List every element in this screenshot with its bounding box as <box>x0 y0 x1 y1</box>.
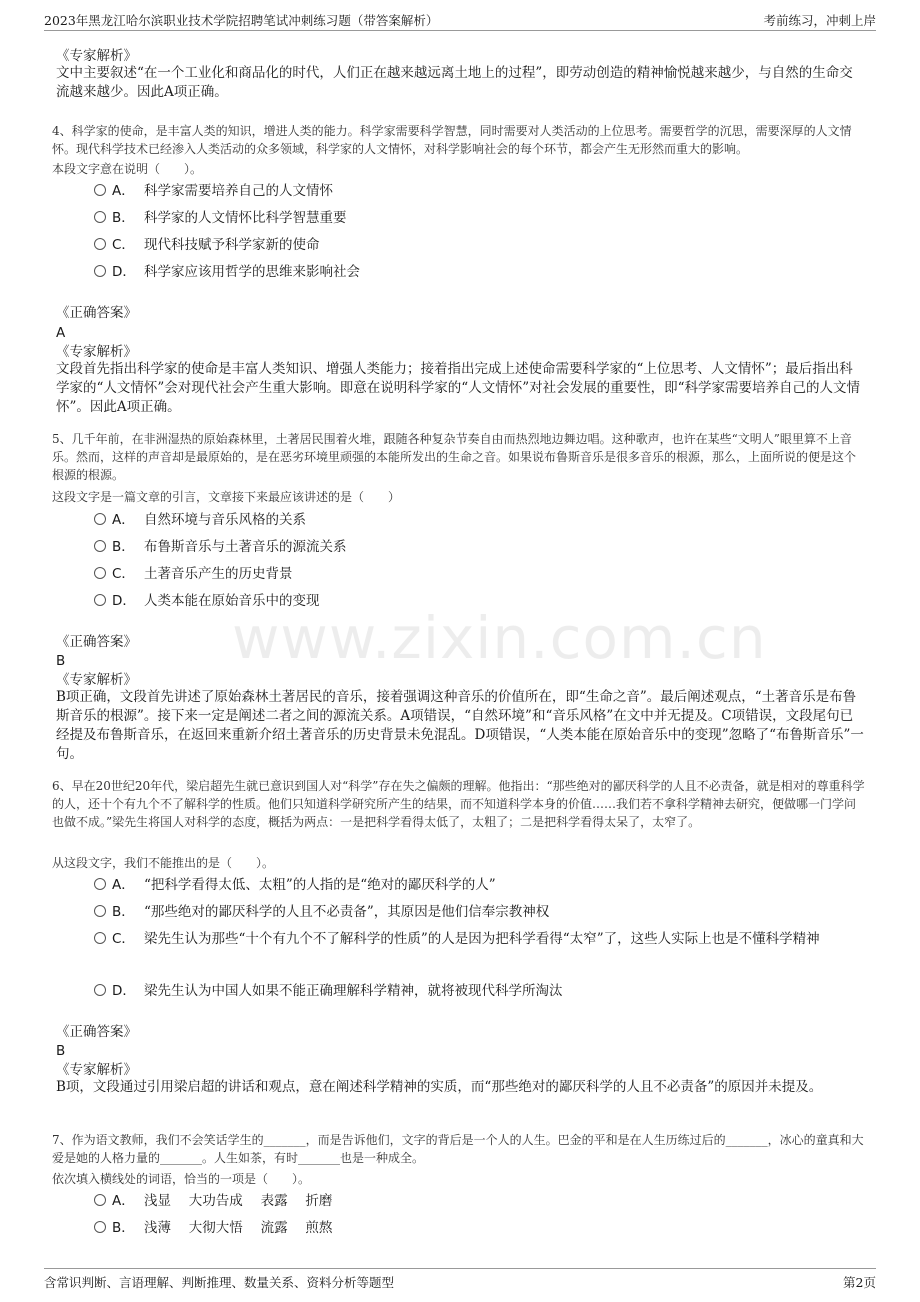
radio-icon[interactable] <box>94 567 106 579</box>
correct-answer: B <box>56 1043 66 1059</box>
radio-icon[interactable] <box>94 513 106 525</box>
option-text: 科学家需要培养自己的人文情怀 <box>144 183 333 199</box>
option-letter: B． <box>112 904 135 920</box>
expert-analysis-label: 《专家解析》 <box>56 48 137 64</box>
expert-analysis-label: 《专家解析》 <box>56 344 137 360</box>
option-text: 浅薄 大彻大悟 流露 煎熬 <box>144 1220 333 1236</box>
option-text: 布鲁斯音乐与土著音乐的源流关系 <box>144 539 347 555</box>
radio-icon[interactable] <box>94 211 106 223</box>
header-slogan: 考前练习，冲刺上岸 <box>763 13 876 28</box>
option-d[interactable] <box>94 261 864 283</box>
option-d[interactable] <box>94 980 864 1002</box>
option-letter: B． <box>112 1220 135 1236</box>
option-letter: D． <box>112 983 136 999</box>
option-text: 浅显 大功告成 表露 折磨 <box>144 1193 333 1209</box>
option-a[interactable] <box>94 1190 864 1212</box>
question-prompt: 依次填入横线处的词语，恰当的一项是（ ）。 <box>52 1172 311 1186</box>
document-title: 2023年黑龙江哈尔滨职业技术学院招聘笔试冲刺练习题（带答案解析） <box>44 13 439 28</box>
option-text: “那些绝对的鄙厌科学的人且不必责备”，其原因是他们信奉宗教神权 <box>144 904 550 920</box>
radio-icon[interactable] <box>94 184 106 196</box>
option-a[interactable] <box>94 509 864 531</box>
option-d[interactable] <box>94 590 864 612</box>
option-letter: D． <box>112 593 136 609</box>
expert-analysis-text: B项，文段通过引用梁启超的讲话和观点，意在阐述科学精神的实质，而“那些绝对的鄙厌科学的人且不必责备”的原因并未提及。 <box>56 1079 823 1095</box>
option-letter: B． <box>112 210 135 226</box>
radio-icon[interactable] <box>94 265 106 277</box>
option-a[interactable] <box>94 874 864 896</box>
option-letter: C． <box>112 566 135 582</box>
radio-icon[interactable] <box>94 932 106 944</box>
radio-icon[interactable] <box>94 1194 106 1206</box>
option-c[interactable] <box>94 234 864 256</box>
expert-analysis-label: 《专家解析》 <box>56 1062 137 1078</box>
footer-topics: 含常识判断、言语理解、判断推理、数量关系、资料分析等题型 <box>44 1275 395 1290</box>
option-text: 梁先生认为那些“十个有九个不了解科学的性质”的人是因为把科学看得“太窄”了，这些人实际上也是不懂科学精神 <box>144 931 820 947</box>
question-prompt: 从这段文字，我们不能推出的是（ ）。 <box>52 856 275 870</box>
expert-analysis-text: 文中主要叙述“在一个工业化和商品化的时代，人们正在越来越远离土地上的过程”，即劳动创造的精神愉悦越来越少，与自然的生命交流越来越少。因此A项正确。 <box>56 65 853 100</box>
radio-icon[interactable] <box>94 594 106 606</box>
watermark: www.zixin.com.cn <box>232 604 767 672</box>
expert-analysis-text: 文段首先指出科学家的使命是丰富人类知识、增强人类能力；接着指出完成上述使命需要科学家的“上位思考、人文情怀”；最后指出科学家的“人文情怀”会对现代社会产生重大影响。即意在说明科学家的“人文情怀”对社会发展的重要性，即“科学家需要培养自己的人文情怀”。因此A项正确。 <box>56 361 861 415</box>
option-letter: A． <box>112 183 135 199</box>
option-c[interactable] <box>94 928 864 950</box>
option-c[interactable] <box>94 563 864 585</box>
radio-icon[interactable] <box>94 238 106 250</box>
option-b[interactable] <box>94 1217 864 1239</box>
page-header <box>44 10 876 31</box>
page-number: 第2页 <box>843 1275 876 1290</box>
option-letter: D． <box>112 264 136 280</box>
option-text: 科学家的人文情怀比科学智慧重要 <box>144 210 347 226</box>
question-prompt: 本段文字意在说明（ ）。 <box>52 162 203 176</box>
option-a[interactable] <box>94 180 864 202</box>
option-text: 科学家应该用哲学的思维来影响社会 <box>144 264 360 280</box>
option-letter: C． <box>112 931 135 947</box>
expert-analysis-text: B项正确，文段首先讲述了原始森林土著居民的音乐，接着强调这种音乐的价值所在，即“生命之音”。最后阐述观点，“土著音乐是布鲁斯音乐的根源”。接下来一定是阐述二者之间的源流关系。A项错误，“自然环境”和“音乐风格”在文中并无提及。C项错误，文段尾句已经提及布鲁斯音乐，在返回来重新介绍土著音乐的历史背景未免混乱。D项错误，“人类本能在原始音乐中的变现”忽略了“布鲁斯音乐”一句。 <box>56 689 864 762</box>
option-b[interactable] <box>94 207 864 229</box>
option-b[interactable] <box>94 536 864 558</box>
expert-analysis-label: 《专家解析》 <box>56 672 137 688</box>
radio-icon[interactable] <box>94 540 106 552</box>
option-letter: B． <box>112 539 135 555</box>
option-text: 梁先生认为中国人如果不能正确理解科学精神，就将被现代科学所淘汰 <box>144 983 563 999</box>
question-stem: 6、早在20世纪20年代，梁启超先生就已意识到国人对“科学”存在失之偏颇的理解。他指出：“那些绝对的鄙厌科学的人且不必责备，就是相对的尊重科学的人，还十个有九个不了解科学的性质。他们只知道科学研究所产生的结果，而不知道科学本身的价值……我们若不拿科学精神去研究，便做哪一门学问也做不成。”梁先生将国人对科学的态度，概括为两点：一是把科学看得太低了，太粗了；二是把科学看得太呆了，太窄了。 <box>52 779 865 829</box>
radio-icon[interactable] <box>94 878 106 890</box>
question-stem: 5、几千年前，在非洲湿热的原始森林里，土著居民围着火堆，跟随各种复杂节奏自由而热烈地边舞边唱。这种歌声，也许在某些“文明人”眼里算不上音乐。然而，这样的声音却是最原始的，是在恶劣环境里顽强的本能所发出的生命之音。如果说布鲁斯音乐是很多音乐的根源，那么，上面所说的便是这个根源的根源。 <box>52 432 857 482</box>
option-text: 现代科技赋予科学家新的使命 <box>144 237 320 253</box>
question-stem: 4、科学家的使命，是丰富人类的知识，增进人类的能力。科学家需要科学智慧，同时需要对人类活动的上位思考。需要哲学的沉思，需要深厚的人文情怀。现代科学技术已经渗入人类活动的众多领域，科学家的人文情怀，对科学影响社会的每个环节，都会产生无形然而重大的影响。 <box>52 124 852 156</box>
option-text: 土著音乐产生的历史背景 <box>144 566 293 582</box>
question-stem: 7、作为语文教师，我们不会笑话学生的_______，而是告诉他们，文字的背后是一个人的人生。巴金的平和是在人生历练过后的_______，冰心的童真和大爱是她的人格力量的_______。人生如茶，有时_______也是一种成全。 <box>52 1133 864 1165</box>
correct-answer-label: 《正确答案》 <box>56 305 137 321</box>
correct-answer-label: 《正确答案》 <box>56 634 137 650</box>
correct-answer: A <box>56 325 66 341</box>
correct-answer: B <box>56 653 66 669</box>
radio-icon[interactable] <box>94 984 106 996</box>
correct-answer-label: 《正确答案》 <box>56 1024 137 1040</box>
option-text: 自然环境与音乐风格的关系 <box>144 512 306 528</box>
radio-icon[interactable] <box>94 1221 106 1233</box>
question-prompt: 这段文字是一篇文章的引言，文章接下来最应该讲述的是（ ） <box>52 490 401 504</box>
option-letter: A． <box>112 877 135 893</box>
option-letter: A． <box>112 512 135 528</box>
option-b[interactable] <box>94 901 864 923</box>
page-footer <box>44 1268 876 1293</box>
option-text: “把科学看得太低、太粗”的人指的是“绝对的鄙厌科学的人” <box>144 877 496 893</box>
option-letter: A． <box>112 1193 135 1209</box>
option-text: 人类本能在原始音乐中的变现 <box>144 593 320 609</box>
radio-icon[interactable] <box>94 905 106 917</box>
option-letter: C． <box>112 237 135 253</box>
